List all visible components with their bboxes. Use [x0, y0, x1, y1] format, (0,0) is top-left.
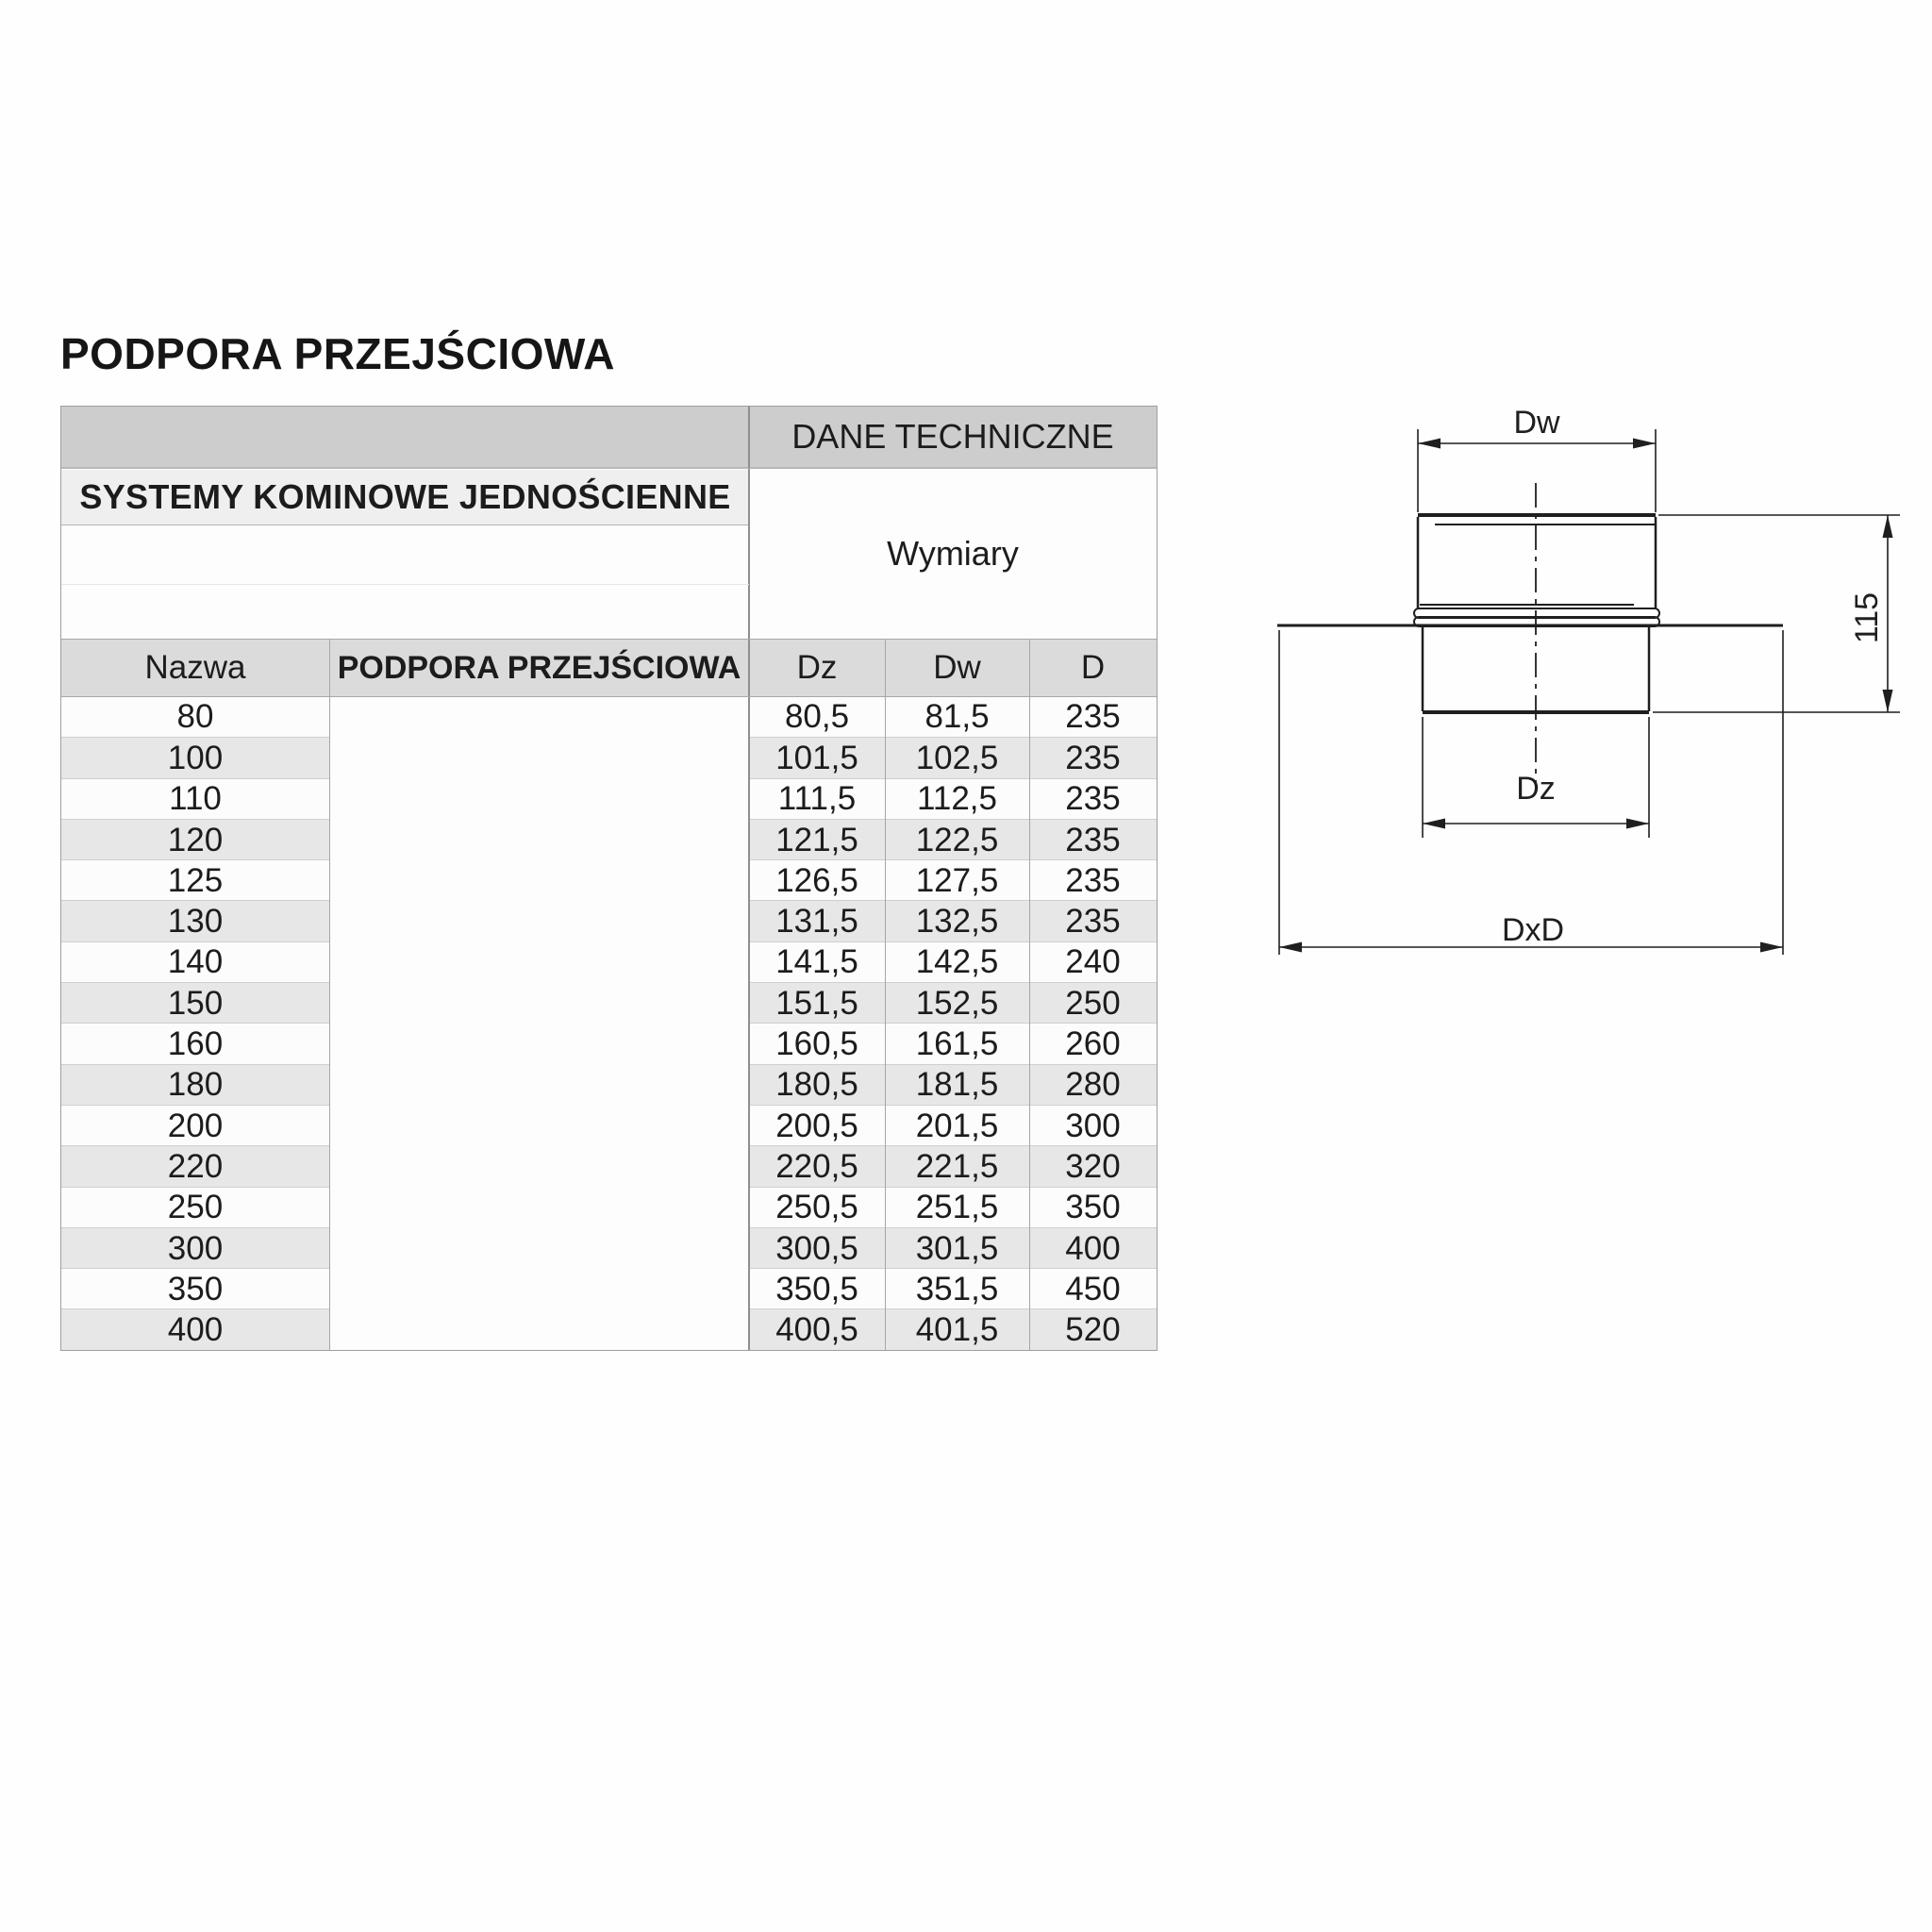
table-cell-name: 300: [61, 1227, 329, 1268]
table-cell-dw: 102,5: [885, 737, 1029, 777]
table-cell-name: 220: [61, 1145, 329, 1186]
table-cell-dw: 221,5: [885, 1145, 1029, 1186]
table-cell-dw: 127,5: [885, 859, 1029, 900]
table-cell-dz: 180,5: [749, 1064, 885, 1105]
table-cell-dw: 181,5: [885, 1064, 1029, 1105]
table-cell-dz: 220,5: [749, 1145, 885, 1186]
table-cell-name: 160: [61, 1023, 329, 1063]
table-cell-dw: 142,5: [885, 941, 1029, 982]
table-cell-name: 130: [61, 900, 329, 941]
table-cell-name: 250: [61, 1187, 329, 1227]
column-header-dw: Dw: [885, 639, 1029, 696]
dw-label: Dw: [1513, 405, 1560, 441]
table-cell-dw: 81,5: [885, 696, 1029, 737]
table-cell-name: 110: [61, 778, 329, 819]
table-cell-dz: 350,5: [749, 1268, 885, 1308]
upper-pipe: [1418, 515, 1656, 609]
dz-label: Dz: [1516, 771, 1556, 807]
table-cell-dw: 201,5: [885, 1105, 1029, 1145]
table-cell-name: 125: [61, 859, 329, 900]
page-title: PODPORA PRZEJŚCIOWA: [60, 329, 615, 378]
table-corner-cell: [61, 407, 749, 468]
table-cell-dz: 141,5: [749, 941, 885, 982]
table-cell-d: 235: [1029, 859, 1157, 900]
table-cell-dz: 200,5: [749, 1105, 885, 1145]
dimension-dz: [1423, 717, 1649, 838]
product-column-empty: [329, 696, 749, 1350]
table-cell-dz: 80,5: [749, 696, 885, 737]
table-cell-d: 260: [1029, 1023, 1157, 1063]
column-header-dz: Dz: [749, 639, 885, 696]
table-cell-dz: 400,5: [749, 1308, 885, 1349]
table-cell-dw: 152,5: [885, 982, 1029, 1023]
table-cell-name: 100: [61, 737, 329, 777]
table-cell-dw: 251,5: [885, 1187, 1029, 1227]
table-cell-name: 350: [61, 1268, 329, 1308]
table-cell-d: 235: [1029, 900, 1157, 941]
table-cell-dw: 301,5: [885, 1227, 1029, 1268]
table-cell-d: 450: [1029, 1268, 1157, 1308]
table-cell-d: 350: [1029, 1187, 1157, 1227]
table-cell-d: 235: [1029, 737, 1157, 777]
system-family-header: SYSTEMY KOMINOWE JEDNOŚCIENNE: [61, 468, 749, 525]
table-cell-name: 150: [61, 982, 329, 1023]
table-cell-dw: 122,5: [885, 819, 1029, 859]
table-cell-dw: 401,5: [885, 1308, 1029, 1349]
table-cell-dz: 160,5: [749, 1023, 885, 1063]
table-cell-d: 320: [1029, 1145, 1157, 1186]
left-blank-cell: [61, 525, 749, 639]
table-cell-dw: 112,5: [885, 778, 1029, 819]
technical-drawing: [1255, 396, 1915, 962]
table-cell-d: 250: [1029, 982, 1157, 1023]
table-cell-dz: 131,5: [749, 900, 885, 941]
table-cell-d: 235: [1029, 778, 1157, 819]
table-cell-d: 240: [1029, 941, 1157, 982]
column-header-product: PODPORA PRZEJŚCIOWA: [329, 639, 749, 696]
joint-bead: [1414, 608, 1659, 626]
table-cell-dw: 351,5: [885, 1268, 1029, 1308]
table-cell-d: 520: [1029, 1308, 1157, 1349]
table-cell-dz: 250,5: [749, 1187, 885, 1227]
table-cell-name: 200: [61, 1105, 329, 1145]
table-cell-dz: 111,5: [749, 778, 885, 819]
table-cell-name: 400: [61, 1308, 329, 1349]
table-cell-dz: 126,5: [749, 859, 885, 900]
dimension-dw: [1418, 405, 1656, 512]
dimension-height-115: [1653, 515, 1900, 712]
table-cell-d: 235: [1029, 696, 1157, 737]
table-cell-dz: 300,5: [749, 1227, 885, 1268]
table-cell-dz: 151,5: [749, 982, 885, 1023]
dimensions-header: Wymiary: [749, 468, 1157, 639]
table-cell-d: 300: [1029, 1105, 1157, 1145]
height-label: 115: [1849, 591, 1885, 644]
column-header-d: D: [1029, 639, 1157, 696]
column-header-nazwa: Nazwa: [61, 639, 329, 696]
table-cell-name: 140: [61, 941, 329, 982]
table-cell-name: 80: [61, 696, 329, 737]
section-header-dane-techniczne: DANE TECHNICZNE: [749, 407, 1157, 468]
table-cell-d: 400: [1029, 1227, 1157, 1268]
table-cell-d: 280: [1029, 1064, 1157, 1105]
table-cell-dw: 132,5: [885, 900, 1029, 941]
dxd-label: DxD: [1501, 912, 1565, 948]
table-cell-name: 180: [61, 1064, 329, 1105]
table-cell-dw: 161,5: [885, 1023, 1029, 1063]
table-cell-name: 120: [61, 819, 329, 859]
table-cell-dz: 101,5: [749, 737, 885, 777]
technical-data-table: [60, 406, 1158, 1351]
table-cell-dz: 121,5: [749, 819, 885, 859]
table-cell-d: 235: [1029, 819, 1157, 859]
